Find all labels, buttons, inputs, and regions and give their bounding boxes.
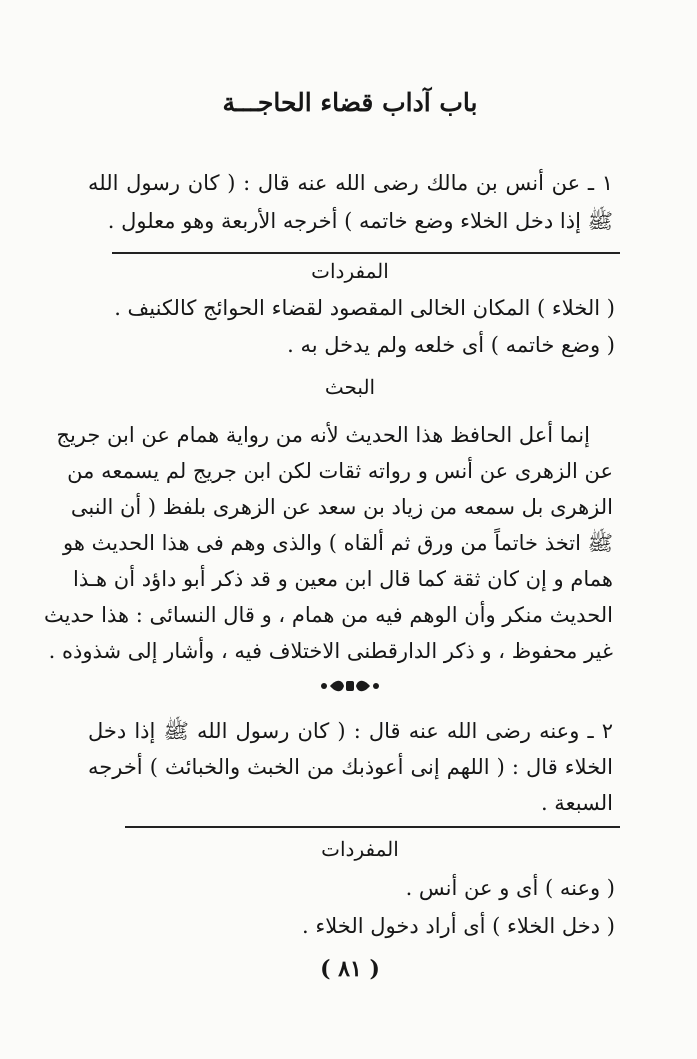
- hadith-1-line-2: ﷺ إذا دخل الخلاء وضع خاتمه ) أخرجه الأربعة وهو معلول .: [107, 209, 613, 233]
- vocab-1-heading: المفردات: [311, 259, 389, 283]
- research-line-5: همام و إن كان ثقة كما قال ابن معين و قد ذكر أبو داؤد أن هـذا: [73, 567, 613, 591]
- research-line-1: إنما أعل الحافظ هذا الحديث لأنه من رواية همام عن ابن جريج: [56, 423, 590, 447]
- vocab-1-line-2: ( وضع خاتمه ) أى خلعه ولم يدخل به .: [287, 333, 615, 357]
- research-line-7: غير محفوظ ، و ذكر الدارقطنى الاختلاف فيه ، وأشار إلى شذوذه .: [48, 639, 613, 663]
- chapter-title: باب آداب قضاء الحاجـــة: [222, 88, 478, 117]
- research-line-6: الحديث منكر وأن الوهم فيه من همام ، و قال النسائى : هذا حديث: [44, 603, 613, 627]
- vocab-1-line-1: ( الخلاء ) المكان الخالى المقصود لقضاء الحوائج كالكنيف .: [114, 296, 615, 320]
- section-divider-2: [125, 826, 620, 828]
- research-heading: البحث: [324, 375, 376, 399]
- ornament-divider: [318, 678, 382, 694]
- page-number: ( ٨١ ): [320, 956, 380, 982]
- hadith-2-line-2: الخلاء قال : ( اللهم إنى أعوذبك من الخبث والخبائث ) أخرجه: [88, 755, 613, 779]
- vocab-2-line-1: ( وعنه ) أى و عن أنس .: [405, 876, 615, 900]
- hadith-2-line-1: ٢ ـ وعنه رضى الله عنه قال : ( كان رسول الله ﷺ إذا دخل: [88, 719, 613, 743]
- vocab-2-line-2: ( دخل الخلاء ) أى أراد دخول الخلاء .: [302, 914, 615, 938]
- research-line-4: ﷺ اتخذ خاتماً من ورق ثم ألقاه ) والذى وهم فى هذا الحديث هو: [63, 531, 613, 555]
- research-line-2: عن الزهرى عن أنس و رواته ثقات لكن ابن جريج لم يسمعه من: [67, 459, 613, 483]
- hadith-1-line-1: ١ ـ عن أنس بن مالك رضى الله عنه قال : ( كان رسول الله: [88, 171, 613, 195]
- section-divider: [112, 252, 620, 254]
- vocab-2-heading: المفردات: [321, 837, 399, 861]
- hadith-2-line-3: السبعة .: [540, 791, 613, 815]
- research-line-3: الزهرى بل سمعه من زياد بن سعد عن الزهرى بلفظ ( أن النبى: [70, 495, 613, 519]
